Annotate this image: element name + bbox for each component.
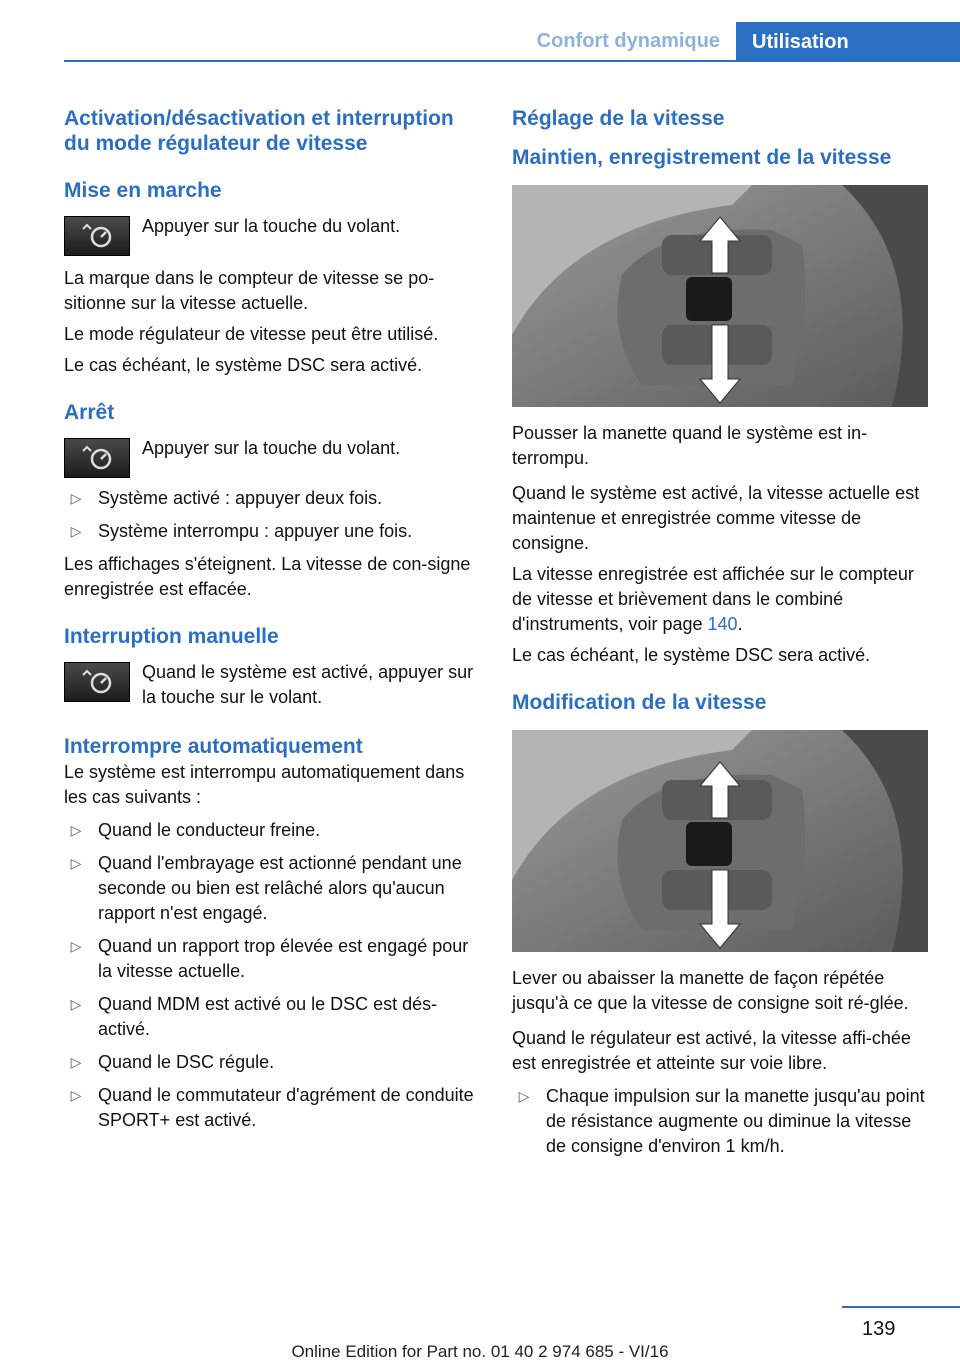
bullet-triangle-icon: ▷ — [70, 523, 82, 539]
left-column — [64, 106, 480, 1141]
list-item: ▷ Quand un rapport trop élevée est engagé pour la vitesse actuelle. — [64, 934, 480, 984]
bullet-triangle-icon: ▷ — [70, 822, 82, 838]
footer-rule — [842, 1306, 960, 1308]
manual-instruction — [64, 660, 480, 710]
start-p2: Le mode régulateur de vitesse peut être utilisé. — [64, 324, 439, 344]
heading-start: Mise en marche — [64, 179, 222, 202]
stop-p1: Les affichages s'éteignent. La vitesse de con-signe enregistrée est effacée. — [64, 554, 471, 599]
start-p3: Le cas échéant, le système DSC sera activé. — [64, 355, 423, 375]
list-item: ▷ Quand l'embrayage est actionné pendant une seconde ou bien est relâché alors qu'aucun rapport n'est engagé. — [64, 851, 480, 926]
bullet-triangle-icon: ▷ — [70, 1087, 82, 1103]
auto-intro: Le système est interrompu automatiquement dans les cas suivants : — [64, 762, 465, 807]
list-item: ▷ Quand le DSC régule. — [64, 1050, 480, 1075]
right-title: Réglage de la vitesse — [512, 107, 725, 130]
list-item: ▷ Quand MDM est activé ou le DSC est dés-activé. — [64, 992, 480, 1042]
cruise-control-button-icon — [64, 662, 130, 702]
bullet-triangle-icon: ▷ — [70, 996, 82, 1012]
list-item: ▷ Système activé : appuyer deux fois. — [64, 486, 480, 511]
header-section: Confort dynamique — [536, 30, 720, 52]
bullet-triangle-icon: ▷ — [70, 1054, 82, 1070]
heading-maintain: Maintien, enregistrement de la vitesse — [512, 146, 892, 169]
bullet-triangle-icon: ▷ — [518, 1088, 530, 1104]
page-link[interactable]: 140 — [707, 614, 738, 634]
cruise-control-button-icon — [64, 438, 130, 478]
heading-auto: Interrompre automatiquement — [64, 735, 363, 758]
edition-footer: Online Edition for Part no. 01 40 2 974 685 - VI/16 — [291, 1342, 669, 1361]
maintain-p1: Pousser la manette quand le système est in-terrompu. — [512, 423, 868, 468]
cruise-control-button-icon — [64, 216, 130, 256]
list-item: ▷ Quand le commutateur d'agrément de conduite SPORT+ est activé. — [64, 1083, 480, 1133]
start-p1: La marque dans le compteur de vitesse se po-sitionne sur la vitesse actuelle. — [64, 268, 435, 313]
maintain-p2: Quand le système est activé, la vitesse actuelle est maintenue et enregistrée comme vitesse de consigne. — [512, 483, 920, 553]
maintain-p4: Le cas échéant, le système DSC sera activé. — [512, 645, 871, 665]
modify-p2: Quand le régulateur est activé, la vitesse affi-chée est enregistrée et atteinte sur voie libre. — [512, 1028, 911, 1073]
right-column — [512, 106, 928, 1167]
list-item: ▷ Quand le conducteur freine. — [64, 818, 480, 843]
heading-manual: Interruption manuelle — [64, 625, 279, 648]
start-instruction — [64, 214, 480, 256]
stop-instruction — [64, 436, 480, 478]
header-tab: Utilisation — [736, 22, 960, 62]
modify-list — [512, 1084, 928, 1159]
page-header — [0, 22, 960, 62]
list-item: ▷ Système interrompu : appuyer une fois. — [64, 519, 480, 544]
auto-list — [64, 818, 480, 1133]
maintain-p3: La vitesse enregistrée est affichée sur le compteur de vitesse et brièvement dans le combiné d'instruments, voir page 140. — [512, 564, 914, 634]
heading-modify: Modification de la vitesse — [512, 691, 767, 714]
page-number: 139 — [862, 1318, 896, 1340]
steering-wheel-lever-photo — [512, 730, 928, 952]
list-item: ▷ Chaque impulsion sur la manette jusqu'au point de résistance augmente ou diminue la vitesse de consigne d'environ 1 km/h. — [512, 1084, 928, 1159]
stop-icon-text: Appuyer sur la touche du volant. — [142, 438, 401, 458]
manual-icon-text: Quand le système est activé, appuyer sur la touche sur le volant. — [142, 662, 474, 707]
bullet-triangle-icon: ▷ — [70, 490, 82, 506]
heading-stop: Arrêt — [64, 401, 115, 424]
section-title: Activation/désactivation et interruption du mode régulateur de vitesse — [64, 107, 454, 155]
header-rule — [64, 60, 960, 62]
steering-wheel-lever-photo — [512, 185, 928, 407]
modify-p1: Lever ou abaisser la manette de façon répétée jusqu'à ce que la vitesse de consigne soit ré-glée. — [512, 968, 909, 1013]
start-icon-text: Appuyer sur la touche du volant. — [142, 216, 401, 236]
bullet-triangle-icon: ▷ — [70, 855, 82, 871]
stop-list — [64, 486, 480, 544]
bullet-triangle-icon: ▷ — [70, 938, 82, 954]
